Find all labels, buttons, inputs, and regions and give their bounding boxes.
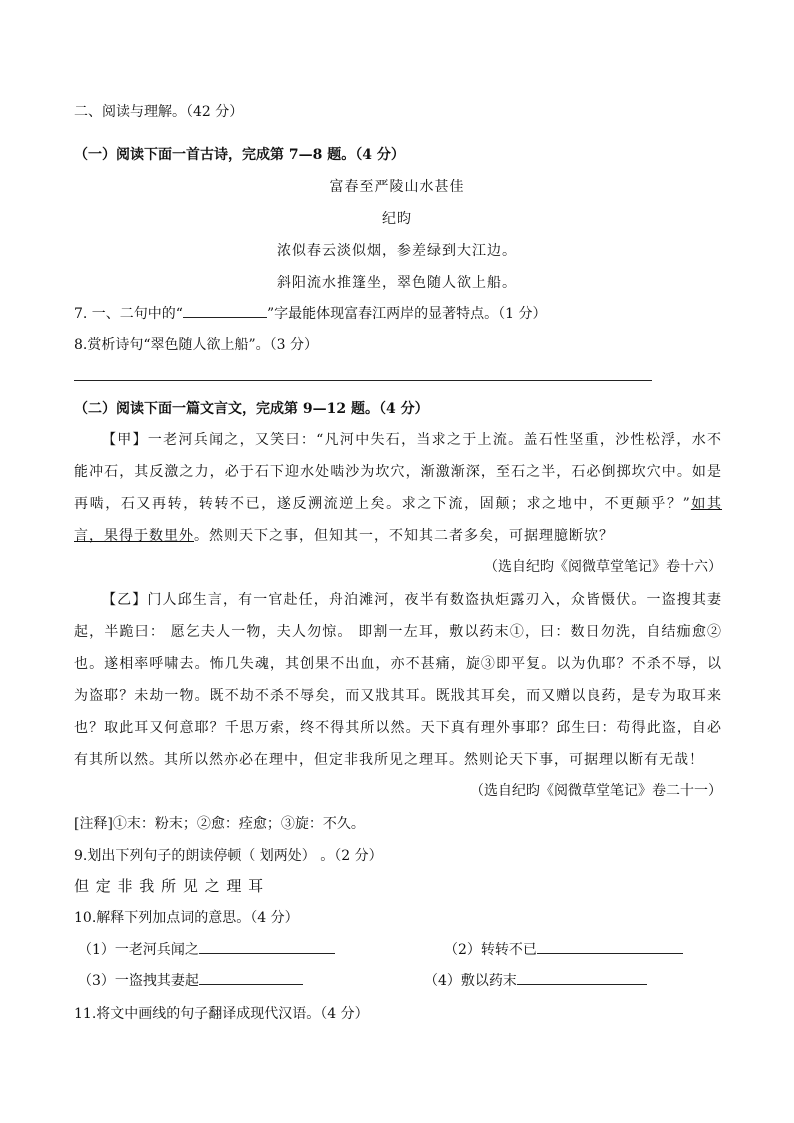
- q10-item-1-label: （1）一老河兵闻之: [78, 942, 199, 958]
- passage-yi: 【乙】门人邱生言，有一官赴任，舟泊滩河，夜半有数盗执炬露刃入，众皆慑伏。一盗搜其妻起，半跪曰： 愿乞夫人一物，夫人勿惊。 即割一左耳，敷以药末①，曰：数日勿洗，自结痂愈②也。遂相率呼啸去。怖几失魂，其创果不出血，亦不甚痛，旋③即平复。以为仇耶？不杀不辱，以为盗耶？未劫一物。既不劫不杀不辱矣，而又戕其耳。既戕其耳矣，而又赠以良药，是专为取耳来也？取此耳又何意耶？千思万索，终不得其所以然。天下真有理外事耶？邱生曰：苟得此盗，自必有其所以然。其所以然亦必在理中，但定非我所见之理耳。然则论天下事，可据理以断有无哉！: [74, 592, 722, 768]
- question-10-item-1: [78, 939, 335, 959]
- question-7-blank[interactable]: [183, 303, 267, 318]
- poem-title: 富春至严陵山水甚佳: [329, 179, 465, 195]
- question-7: [74, 303, 546, 323]
- answer-line-8[interactable]: [74, 380, 652, 381]
- passage-yi-source: （选自纪昀《阅微草堂笔记》卷二十一）: [470, 783, 722, 799]
- poem-line-2: 斜阳流水推篷坐，翠色随人欲上船。: [277, 275, 517, 291]
- question-10-item-2: [444, 939, 683, 959]
- question-10: 10.解释下列加点词的意思。（4 分）: [74, 910, 299, 926]
- section-title: 二、阅读与理解。（42 分）: [74, 104, 244, 120]
- question-11: 11.将文中画线的句子翻译成现代汉语。（4 分）: [74, 1006, 369, 1022]
- q10-item-4-label: （4）敷以药末: [424, 973, 517, 989]
- q10-item-3-blank[interactable]: [199, 970, 303, 985]
- question-7-suffix: ”字最能体现富春江两岸的显著特点。（1 分）: [266, 306, 547, 322]
- q10-item-3-label: （3）一盗拽其妻起: [78, 973, 199, 989]
- q10-item-2-label: （2）转转不已: [444, 942, 537, 958]
- question-8: 8.赏析诗句“翠色随人欲上船”。（3 分）: [74, 337, 319, 353]
- part1-heading: （一）阅读下面一首古诗，完成第 7—8 题。（4 分）: [74, 147, 405, 163]
- q10-item-2-blank[interactable]: [537, 939, 683, 954]
- q10-item-4-blank[interactable]: [517, 970, 647, 985]
- poem-author: 纪昀: [382, 211, 412, 227]
- q10-item-1-blank[interactable]: [199, 939, 335, 954]
- passage-jia-end: 。然则天下之事，但知其一，不知其二者多矣，可据理臆断欤？: [194, 528, 614, 544]
- question-7-prefix: 7. 一、二句中的“: [74, 306, 183, 322]
- question-9-sentence: 但 定 非 我 所 见 之 理 耳: [74, 877, 265, 895]
- passage-jia-underlined: 如其言，果得于数里外: [74, 496, 723, 544]
- question-10-item-4: [424, 970, 647, 990]
- passage-jia-source: （选自纪昀《阅微草堂笔记》卷十六）: [484, 559, 722, 575]
- question-10-item-3: [78, 970, 303, 990]
- passage-jia-text: 【甲】一老河兵闻之，又笑曰：“凡河中失石，当求之于上流。盖石性坚重，沙性松浮，水不能冲石，其反激之力，必于石下迎水处啮沙为坎穴，渐激渐深，至石之半，石必倒掷坎穴中。如是再啮，石又再转，转转不已，遂反溯流逆上矣。求之下流，固颠；求之地中，不更颠乎？”: [74, 432, 722, 512]
- annotations: [注释]①末：粉末；②愈：痊愈；③旋：不久。: [74, 816, 365, 832]
- part2-heading: （二）阅读下面一篇文言文，完成第 9—12 题。（4 分）: [74, 401, 429, 417]
- question-9: 9.划出下列句子的朗读停顿（ 划两处） 。（2 分）: [74, 848, 383, 864]
- poem-line-1: 浓似春云淡似烟，参差绿到大江边。: [277, 243, 517, 259]
- passage-jia: [74, 424, 722, 552]
